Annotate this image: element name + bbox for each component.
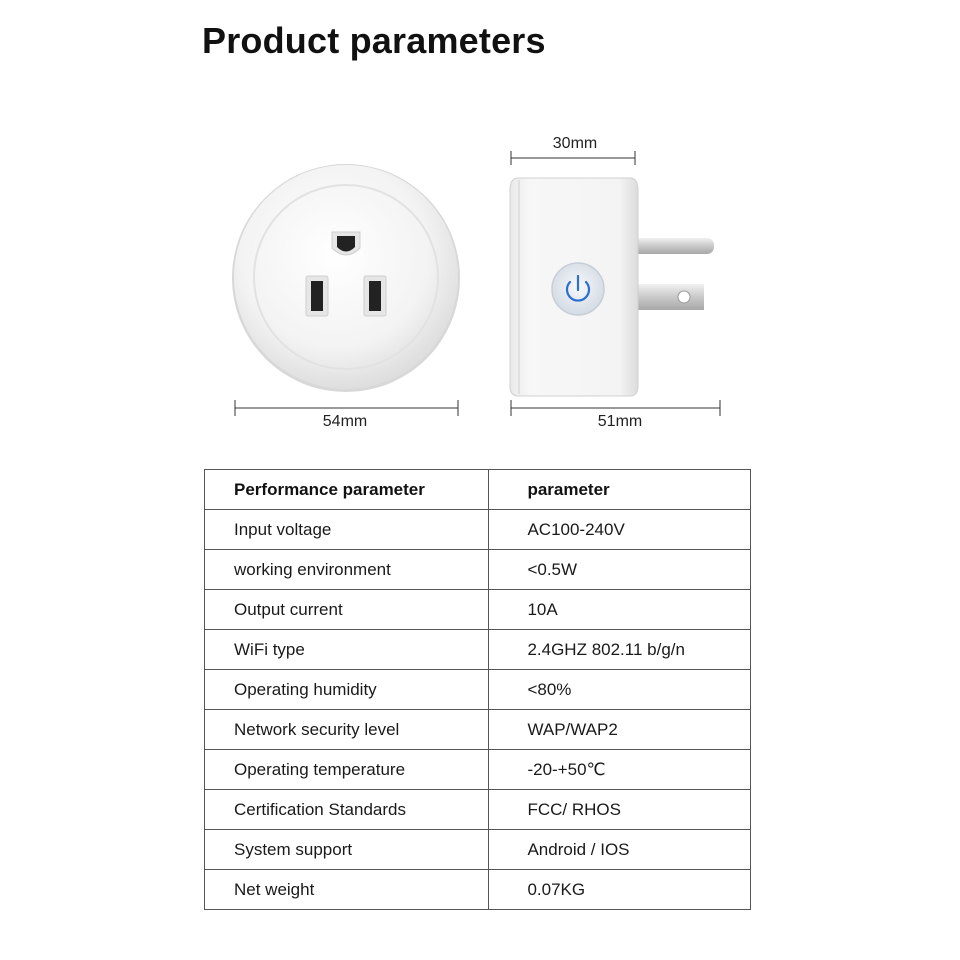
row-value: FCC/ RHOS	[489, 790, 751, 830]
dimension-label-side-length: 51mm	[597, 413, 643, 430]
table-row	[205, 790, 751, 830]
row-label: Certification Standards	[205, 790, 489, 830]
dimension-side-length	[511, 400, 720, 430]
table-row	[205, 830, 751, 870]
row-label: Input voltage	[205, 510, 489, 550]
outlet-slot-icon	[306, 276, 328, 316]
dimension-side-depth	[511, 135, 635, 165]
table-header-row	[205, 470, 751, 510]
page-title: Product parameters	[202, 20, 546, 61]
row-value: AC100-240V	[489, 510, 751, 550]
plug-prong-icon	[628, 238, 714, 310]
row-label: Net weight	[205, 870, 489, 910]
plug-side-view	[510, 178, 714, 396]
row-value: 2.4GHZ 802.11 b/g/n	[489, 630, 751, 670]
row-value: <0.5W	[489, 550, 751, 590]
dimension-label-side-depth: 30mm	[552, 135, 598, 152]
row-label: System support	[205, 830, 489, 870]
row-label: Operating humidity	[205, 670, 489, 710]
column-header-value: parameter	[489, 470, 751, 510]
dimension-front-width	[235, 400, 458, 430]
row-value: 0.07KG	[489, 870, 751, 910]
outlet-ground-hole-icon	[332, 232, 360, 255]
table-row	[205, 590, 751, 630]
column-header-parameter: Performance parameter	[205, 470, 489, 510]
row-value: -20-+50℃	[489, 750, 751, 790]
row-value: WAP/WAP2	[489, 710, 751, 750]
table-row	[205, 550, 751, 590]
table-row	[205, 750, 751, 790]
table-row	[205, 670, 751, 710]
row-label: WiFi type	[205, 630, 489, 670]
table-row	[205, 710, 751, 750]
row-value: <80%	[489, 670, 751, 710]
spec-table	[204, 469, 751, 910]
row-label: working environment	[205, 550, 489, 590]
table-row	[205, 630, 751, 670]
row-label: Operating temperature	[205, 750, 489, 790]
dimension-label-front-width: 54mm	[322, 413, 368, 430]
power-button-icon	[552, 263, 604, 315]
plug-front-view	[232, 164, 460, 392]
outlet-slot-icon	[364, 276, 386, 316]
product-illustration	[0, 0, 960, 460]
table-row	[205, 870, 751, 910]
row-value: Android / IOS	[489, 830, 751, 870]
row-value: 10A	[489, 590, 751, 630]
row-label: Network security level	[205, 710, 489, 750]
table-row	[205, 510, 751, 550]
row-label: Output current	[205, 590, 489, 630]
